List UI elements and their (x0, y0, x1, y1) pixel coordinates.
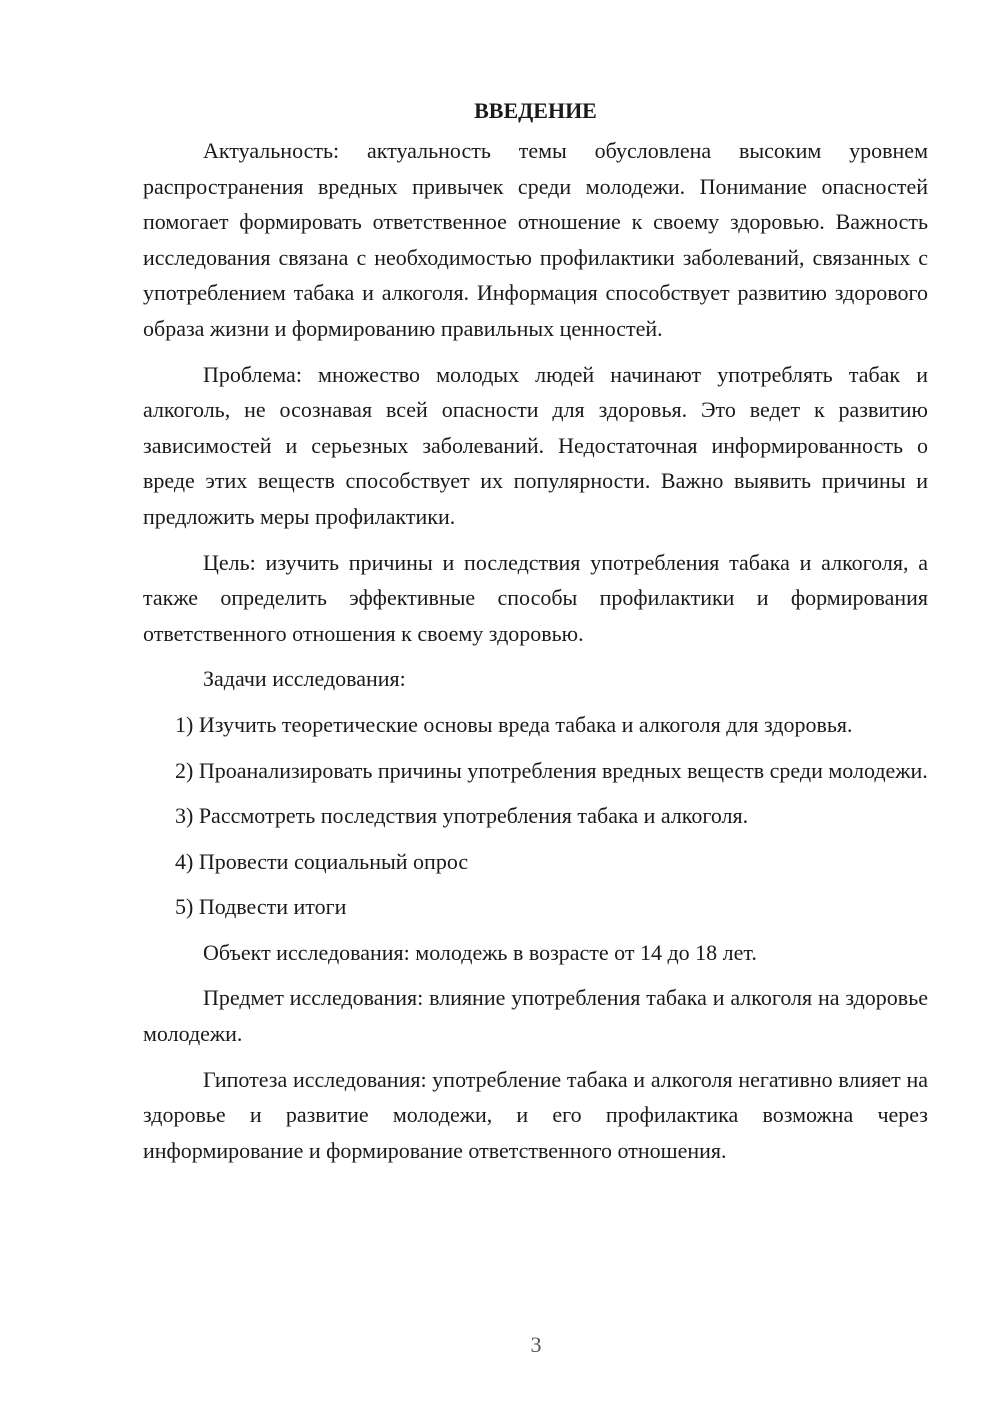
goal-paragraph: Цель: изучить причины и последствия употребления табака и алкоголя, а также определить эффективные способы профилактики и формирования ответственного отношения к своему здоровью. (143, 549, 928, 646)
task-item-3: 3) Рассмотреть последствия употребления табака и алкоголя. (175, 803, 749, 829)
hypothesis-paragraph: Гипотеза исследования: употребление табака и алкоголя негативно влияет на здоровье и развитие молодежи, и его профилактика возможна через информирование и формирование ответственного отношения. (143, 1066, 928, 1163)
problem-paragraph: Проблема: множество молодых людей начинают употреблять табак и алкоголь, не осознавая всей опасности для здоровья. Это ведет к развитию зависимостей и серьезных заболеваний. Недостаточная информированность о вреде этих веществ способствует их популярности. Важно выявить причины и предложить меры профилактики. (143, 361, 928, 529)
section-heading: ВВЕДЕНИЕ (474, 98, 597, 123)
task-item-4: 4) Провести социальный опрос (175, 848, 469, 874)
document-body (143, 93, 928, 1178)
object-paragraph: Объект исследования: молодежь в возрасте от 14 до 18 лет. (203, 939, 757, 965)
subject-paragraph: Предмет исследования: влияние употребления табака и алкоголя на здоровье молодежи. (143, 985, 928, 1047)
page-number: 3 (530, 1332, 542, 1357)
tasks-heading: Задачи исследования: (203, 666, 406, 692)
relevance-paragraph: Актуальность: актуальность темы обусловлена высоким уровнем распространения вредных привычек среди молодежи. Понимание опасностей помогает формировать ответственное отношение к своему здоровью. Важность исследования связана с необходимостью профилактики заболеваний, связанных с употреблением табака и алкоголя. Информация способствует развитию здорового образа жизни и формированию правильных ценностей. (143, 138, 928, 341)
task-item-5: 5) Подвести итоги (175, 894, 347, 920)
task-item-1: 1) Изучить теоретические основы вреда табака и алкоголя для здоровья. (175, 711, 853, 737)
task-item-2: 2) Проанализировать причины употребления вредных веществ среди молодежи. (175, 757, 928, 783)
